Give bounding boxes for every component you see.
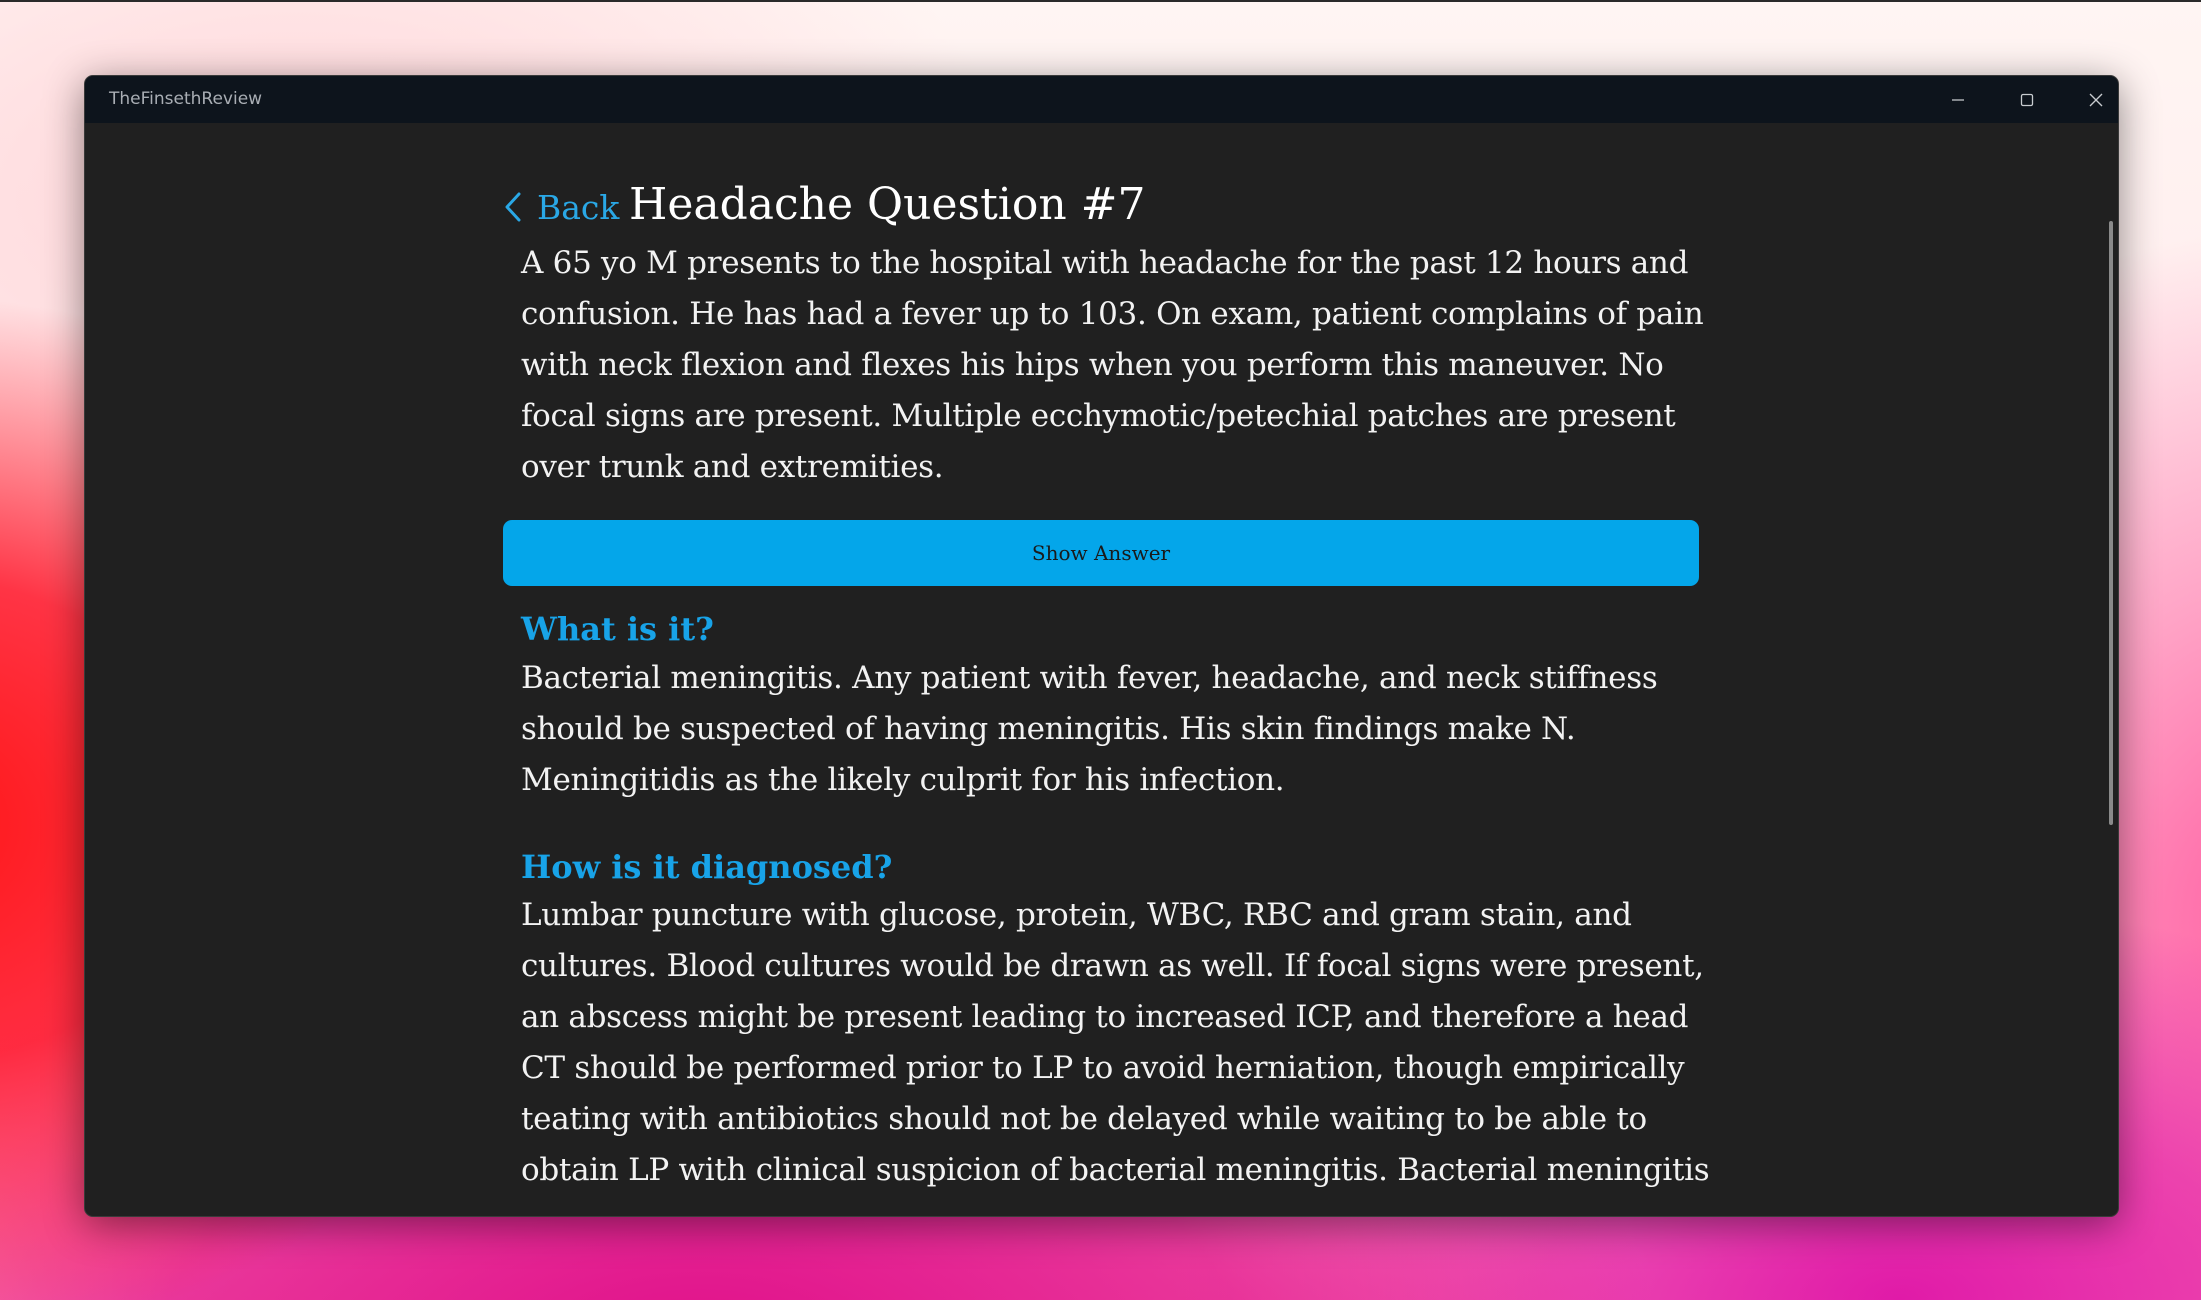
maximize-icon	[2019, 92, 2035, 108]
app-window	[84, 75, 2119, 1217]
maximize-button[interactable]	[1992, 76, 2061, 123]
close-button[interactable]	[2061, 76, 2119, 123]
title-bar[interactable]	[85, 76, 2118, 123]
section-heading-diagnosis: How is it diagnosed?	[521, 848, 893, 886]
section-body-what-is-it: Bacterial meningitis. Any patient with fever, headache, and neck stiffness should be suspected of having meningitis. His skin findings make N. Meningitidis as the likely culprit for his infection.	[521, 660, 1658, 798]
app-title: TheFinsethReview	[109, 89, 263, 109]
section-body-diagnosis: Lumbar puncture with glucose, protein, WBC, RBC and gram stain, and cultures. Blood cultures would be drawn as well. If focal signs were present, an abscess might be present leading to increased ICP, and therefore a head CT should be performed prior to LP to avoid herniation, though empirically teating with antibiotics should not be delayed while waiting to be able to obtain LP with clinical suspicion of bacterial meningitis. Bacterial meningitis	[521, 897, 1710, 1188]
back-button[interactable]	[503, 185, 619, 229]
question-text: A 65 yo M presents to the hospital with headache for the past 12 hours and confusion. He has had a fever up to 103. On exam, patient complains of pain with neck flexion and flexes his hips when you perform this maneuver. No focal signs are present. Multiple ecchymotic/petechial patches are present over trunk and extremities.	[521, 245, 1704, 485]
scrollbar-thumb[interactable]	[2109, 221, 2113, 825]
page-header	[503, 175, 1703, 235]
back-label: Back	[537, 187, 620, 227]
show-answer-button[interactable]: Show Answer	[503, 520, 1699, 586]
content-area	[85, 123, 2118, 1216]
section-heading-what-is-it: What is it?	[521, 610, 714, 648]
chevron-left-icon	[503, 191, 523, 223]
close-icon	[2088, 92, 2104, 108]
page-title: Headache Question #7	[629, 179, 1146, 230]
screen-top-edge	[0, 0, 2201, 2]
minimize-icon	[1950, 92, 1966, 108]
minimize-button[interactable]	[1923, 76, 1992, 123]
